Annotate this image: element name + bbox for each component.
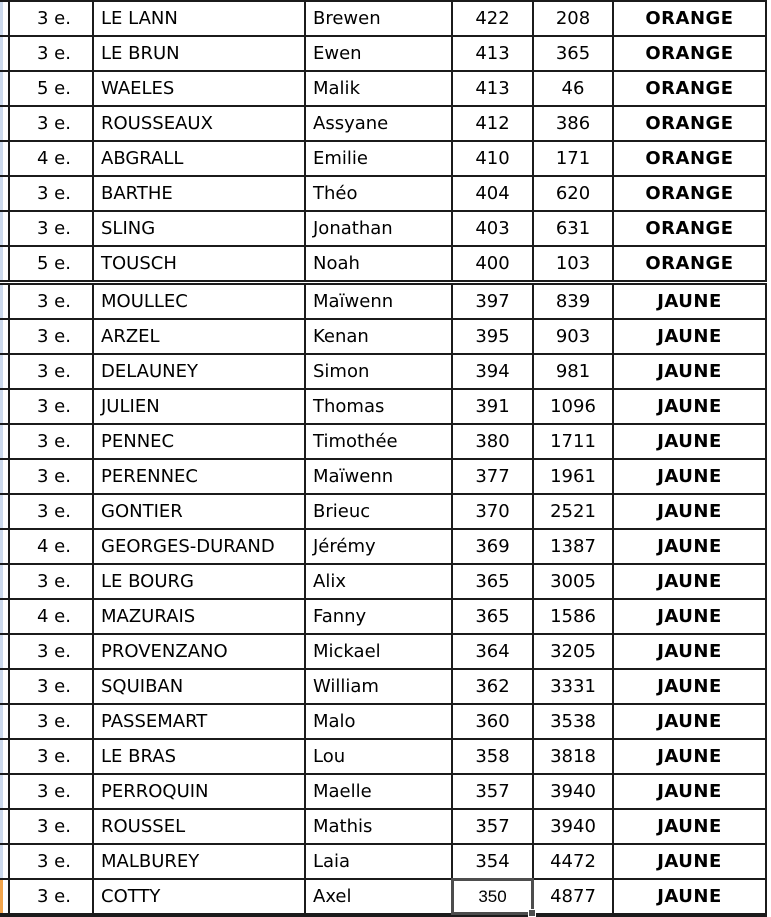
clipped-left-column-cell <box>0 739 9 774</box>
cell-last-name[interactable]: ROUSSEL <box>93 809 305 844</box>
clipped-left-column-cell <box>0 283 9 320</box>
cell-grade-level[interactable]: 5 e. <box>9 246 93 283</box>
cell-grade-level[interactable]: 3 e. <box>9 1 93 36</box>
cell-first-name[interactable]: Jérémy <box>305 529 452 564</box>
clipped-left-column-cell <box>0 634 9 669</box>
cell-score[interactable]: 412 <box>452 106 533 141</box>
results-table-body <box>0 1 766 915</box>
clipped-left-column-cell <box>0 704 9 739</box>
cell-first-name[interactable]: Laia <box>305 844 452 879</box>
cell-last-name[interactable]: JULIEN <box>93 389 305 424</box>
table-row <box>0 704 766 739</box>
cell-first-name[interactable]: Théo <box>305 176 452 211</box>
cell-rank[interactable]: 3205 <box>533 634 613 669</box>
cell-first-name[interactable]: Mathis <box>305 809 452 844</box>
cell-group-color[interactable]: JAUNE <box>613 494 766 529</box>
table-row <box>0 809 766 844</box>
cell-rank[interactable]: 1096 <box>533 389 613 424</box>
cell-first-name[interactable]: Malik <box>305 71 452 106</box>
cell-rank[interactable]: 3538 <box>533 704 613 739</box>
cell-score[interactable]: 413 <box>452 36 533 71</box>
cell-last-name[interactable]: MOULLEC <box>93 283 305 320</box>
clipped-left-column-cell <box>0 211 9 246</box>
cell-group-color[interactable]: ORANGE <box>613 106 766 141</box>
cell-last-name[interactable]: PENNEC <box>93 424 305 459</box>
clipped-left-column-cell <box>0 599 9 634</box>
clipped-left-column-cell <box>0 879 9 915</box>
cell-group-color[interactable]: JAUNE <box>613 669 766 704</box>
clipped-left-column-cell <box>0 809 9 844</box>
cell-first-name[interactable]: Maelle <box>305 774 452 809</box>
cell-score[interactable]: 413 <box>452 71 533 106</box>
cell-group-color[interactable]: ORANGE <box>613 1 766 36</box>
clipped-left-column-cell <box>0 424 9 459</box>
cell-group-color[interactable]: ORANGE <box>613 211 766 246</box>
cell-last-name[interactable]: MAZURAIS <box>93 599 305 634</box>
cell-rank[interactable]: 631 <box>533 211 613 246</box>
table-row <box>0 564 766 599</box>
cell-group-color[interactable]: JAUNE <box>613 319 766 354</box>
cell-first-name[interactable]: Axel <box>305 879 452 915</box>
cell-last-name[interactable]: LE BRAS <box>93 739 305 774</box>
cell-last-name[interactable]: LE BOURG <box>93 564 305 599</box>
clipped-left-column-cell <box>0 494 9 529</box>
cell-grade-level[interactable]: 4 e. <box>9 599 93 634</box>
clipped-left-column-cell <box>0 774 9 809</box>
cell-group-color[interactable]: JAUNE <box>613 634 766 669</box>
cell-rank[interactable]: 3940 <box>533 809 613 844</box>
clipped-left-column-cell <box>0 1 9 36</box>
cell-rank[interactable]: 1961 <box>533 459 613 494</box>
cell-score[interactable]: 397 <box>452 283 533 320</box>
cell-group-color[interactable]: JAUNE <box>613 459 766 494</box>
cell-rank[interactable]: 1586 <box>533 599 613 634</box>
cell-first-name[interactable]: Simon <box>305 354 452 389</box>
cell-group-color[interactable]: JAUNE <box>613 704 766 739</box>
table-row <box>0 106 766 141</box>
cell-rank[interactable]: 1711 <box>533 424 613 459</box>
cell-rank[interactable]: 620 <box>533 176 613 211</box>
cell-rank[interactable]: 3940 <box>533 774 613 809</box>
cell-grade-level[interactable]: 3 e. <box>9 283 93 320</box>
cell-grade-level[interactable]: 3 e. <box>9 319 93 354</box>
cell-first-name[interactable]: Brewen <box>305 1 452 36</box>
clipped-left-column-cell <box>0 36 9 71</box>
cell-rank[interactable]: 365 <box>533 36 613 71</box>
clipped-left-column-cell <box>0 389 9 424</box>
clipped-left-column-cell <box>0 106 9 141</box>
cell-score[interactable]: 400 <box>452 246 533 283</box>
cell-grade-level[interactable]: 3 e. <box>9 176 93 211</box>
table-row <box>0 459 766 494</box>
cell-last-name[interactable]: PERENNEC <box>93 459 305 494</box>
cell-rank[interactable]: 3331 <box>533 669 613 704</box>
clipped-left-column-cell <box>0 246 9 283</box>
cell-grade-level[interactable]: 3 e. <box>9 564 93 599</box>
cell-last-name[interactable]: DELAUNEY <box>93 354 305 389</box>
cell-group-color[interactable]: ORANGE <box>613 246 766 283</box>
cell-selection-border <box>451 878 534 915</box>
cell-score[interactable]: 362 <box>452 669 533 704</box>
cell-group-color[interactable]: JAUNE <box>613 879 766 915</box>
cell-first-name[interactable]: Lou <box>305 739 452 774</box>
cell-last-name[interactable]: PERROQUIN <box>93 774 305 809</box>
cell-last-name[interactable]: WAELES <box>93 71 305 106</box>
cell-score[interactable]: 380 <box>452 424 533 459</box>
cell-rank[interactable]: 981 <box>533 354 613 389</box>
table-row <box>0 36 766 71</box>
cell-last-name[interactable]: PROVENZANO <box>93 634 305 669</box>
cell-first-name[interactable]: Fanny <box>305 599 452 634</box>
cell-group-color[interactable]: JAUNE <box>613 809 766 844</box>
cell-last-name[interactable]: SLING <box>93 211 305 246</box>
cell-last-name[interactable]: ROUSSEAUX <box>93 106 305 141</box>
cell-first-name[interactable]: Maïwenn <box>305 283 452 320</box>
cell-last-name[interactable]: COTTY <box>93 879 305 915</box>
table-row <box>0 71 766 106</box>
cell-rank[interactable]: 171 <box>533 141 613 176</box>
table-row <box>0 246 766 283</box>
cell-last-name[interactable]: LE LANN <box>93 1 305 36</box>
cell-grade-level[interactable]: 3 e. <box>9 459 93 494</box>
cell-score[interactable]: 391 <box>452 389 533 424</box>
cell-grade-level[interactable]: 3 e. <box>9 739 93 774</box>
cell-score[interactable]: 377 <box>452 459 533 494</box>
cell-first-name[interactable]: William <box>305 669 452 704</box>
cell-score[interactable]: 394 <box>452 354 533 389</box>
cell-score[interactable]: 410 <box>452 141 533 176</box>
table-row <box>0 844 766 879</box>
cell-first-name[interactable]: Malo <box>305 704 452 739</box>
table-row <box>0 669 766 704</box>
cell-grade-level[interactable]: 5 e. <box>9 71 93 106</box>
cell-last-name[interactable]: GONTIER <box>93 494 305 529</box>
cell-first-name[interactable]: Thomas <box>305 389 452 424</box>
cell-grade-level[interactable]: 3 e. <box>9 704 93 739</box>
cell-rank[interactable]: 839 <box>533 283 613 320</box>
cell-rank[interactable]: 1387 <box>533 529 613 564</box>
table-row <box>0 176 766 211</box>
cell-grade-level[interactable]: 3 e. <box>9 211 93 246</box>
cell-last-name[interactable]: MALBUREY <box>93 844 305 879</box>
cell-grade-level[interactable]: 3 e. <box>9 494 93 529</box>
cell-rank[interactable]: 4877 <box>533 879 613 915</box>
cell-score[interactable]: 358 <box>452 739 533 774</box>
cell-last-name[interactable]: SQUIBAN <box>93 669 305 704</box>
cell-score[interactable]: 422 <box>452 1 533 36</box>
cell-group-color[interactable]: JAUNE <box>613 774 766 809</box>
cell-first-name[interactable]: Timothée <box>305 424 452 459</box>
cell-group-color[interactable]: ORANGE <box>613 176 766 211</box>
table-row <box>0 599 766 634</box>
cell-score[interactable]: 395 <box>452 319 533 354</box>
table-row <box>0 494 766 529</box>
clipped-left-column-cell <box>0 459 9 494</box>
cell-group-color[interactable]: JAUNE <box>613 599 766 634</box>
cell-score[interactable]: 357 <box>452 774 533 809</box>
cell-grade-level[interactable]: 3 e. <box>9 879 93 915</box>
table-row <box>0 529 766 564</box>
table-row <box>0 389 766 424</box>
cell-rank[interactable]: 103 <box>533 246 613 283</box>
cell-last-name[interactable]: TOUSCH <box>93 246 305 283</box>
clipped-left-column-cell <box>0 71 9 106</box>
cell-last-name[interactable]: LE BRUN <box>93 36 305 71</box>
cell-grade-level[interactable]: 3 e. <box>9 809 93 844</box>
table-row <box>0 283 766 320</box>
cell-group-color[interactable]: ORANGE <box>613 71 766 106</box>
table-row <box>0 319 766 354</box>
selected-cell[interactable]: 350 <box>452 879 533 915</box>
clipped-left-column-cell <box>0 529 9 564</box>
cell-rank[interactable]: 386 <box>533 106 613 141</box>
table-row <box>0 354 766 389</box>
cell-group-color[interactable]: JAUNE <box>613 844 766 879</box>
cell-last-name[interactable]: BARTHE <box>93 176 305 211</box>
cell-first-name[interactable]: Maïwenn <box>305 459 452 494</box>
cell-group-color[interactable]: JAUNE <box>613 283 766 320</box>
clipped-left-column-cell <box>0 176 9 211</box>
table-row <box>0 879 766 915</box>
table-row <box>0 424 766 459</box>
cell-score[interactable]: 360 <box>452 704 533 739</box>
clipped-left-column-cell <box>0 319 9 354</box>
table-row <box>0 739 766 774</box>
cell-first-name[interactable]: Ewen <box>305 36 452 71</box>
table-row <box>0 634 766 669</box>
cell-score[interactable]: 354 <box>452 844 533 879</box>
cell-score[interactable]: 365 <box>452 599 533 634</box>
cell-grade-level[interactable]: 3 e. <box>9 634 93 669</box>
clipped-left-column-cell <box>0 141 9 176</box>
cell-last-name[interactable]: ABGRALL <box>93 141 305 176</box>
cell-rank[interactable]: 4472 <box>533 844 613 879</box>
cell-grade-level[interactable]: 3 e. <box>9 354 93 389</box>
cell-group-color[interactable]: JAUNE <box>613 529 766 564</box>
cell-grade-level[interactable]: 3 e. <box>9 106 93 141</box>
cell-grade-level[interactable]: 4 e. <box>9 141 93 176</box>
table-row <box>0 141 766 176</box>
cell-first-name[interactable]: Noah <box>305 246 452 283</box>
cell-rank[interactable]: 903 <box>533 319 613 354</box>
cell-first-name[interactable]: Emilie <box>305 141 452 176</box>
table-row <box>0 774 766 809</box>
cell-first-name[interactable]: Mickael <box>305 634 452 669</box>
cell-group-color[interactable]: JAUNE <box>613 739 766 774</box>
cell-group-color[interactable]: ORANGE <box>613 36 766 71</box>
cell-group-color[interactable]: JAUNE <box>613 389 766 424</box>
cell-last-name[interactable]: PASSEMART <box>93 704 305 739</box>
cell-grade-level[interactable]: 3 e. <box>9 36 93 71</box>
cell-group-color[interactable]: JAUNE <box>613 564 766 599</box>
cell-score[interactable]: 370 <box>452 494 533 529</box>
cell-group-color[interactable]: JAUNE <box>613 354 766 389</box>
cell-first-name[interactable]: Assyane <box>305 106 452 141</box>
cell-score[interactable]: 403 <box>452 211 533 246</box>
clipped-left-column-cell <box>0 844 9 879</box>
cell-group-color[interactable]: JAUNE <box>613 424 766 459</box>
cell-rank[interactable]: 46 <box>533 71 613 106</box>
clipped-left-column-cell <box>0 669 9 704</box>
cell-group-color[interactable]: ORANGE <box>613 141 766 176</box>
cell-first-name[interactable]: Jonathan <box>305 211 452 246</box>
cell-first-name[interactable]: Kenan <box>305 319 452 354</box>
table-row <box>0 211 766 246</box>
cell-last-name[interactable]: ARZEL <box>93 319 305 354</box>
cell-score[interactable]: 369 <box>452 529 533 564</box>
cell-score[interactable]: 365 <box>452 564 533 599</box>
cell-grade-level[interactable]: 3 e. <box>9 424 93 459</box>
cell-rank[interactable]: 2521 <box>533 494 613 529</box>
cell-grade-level[interactable]: 4 e. <box>9 529 93 564</box>
cell-grade-level[interactable]: 3 e. <box>9 774 93 809</box>
cell-rank[interactable]: 3005 <box>533 564 613 599</box>
cell-rank[interactable]: 3818 <box>533 739 613 774</box>
cell-score[interactable]: 364 <box>452 634 533 669</box>
cell-last-name[interactable]: GEORGES-DURAND <box>93 529 305 564</box>
cell-grade-level[interactable]: 3 e. <box>9 669 93 704</box>
clipped-left-column-cell <box>0 354 9 389</box>
clipped-left-column-cell <box>0 564 9 599</box>
table-row <box>0 1 766 36</box>
cell-score[interactable]: 404 <box>452 176 533 211</box>
cell-grade-level[interactable]: 3 e. <box>9 389 93 424</box>
cell-rank[interactable]: 208 <box>533 1 613 36</box>
cell-first-name[interactable]: Brieuc <box>305 494 452 529</box>
cell-first-name[interactable]: Alix <box>305 564 452 599</box>
cell-grade-level[interactable]: 3 e. <box>9 844 93 879</box>
cell-score[interactable]: 357 <box>452 809 533 844</box>
